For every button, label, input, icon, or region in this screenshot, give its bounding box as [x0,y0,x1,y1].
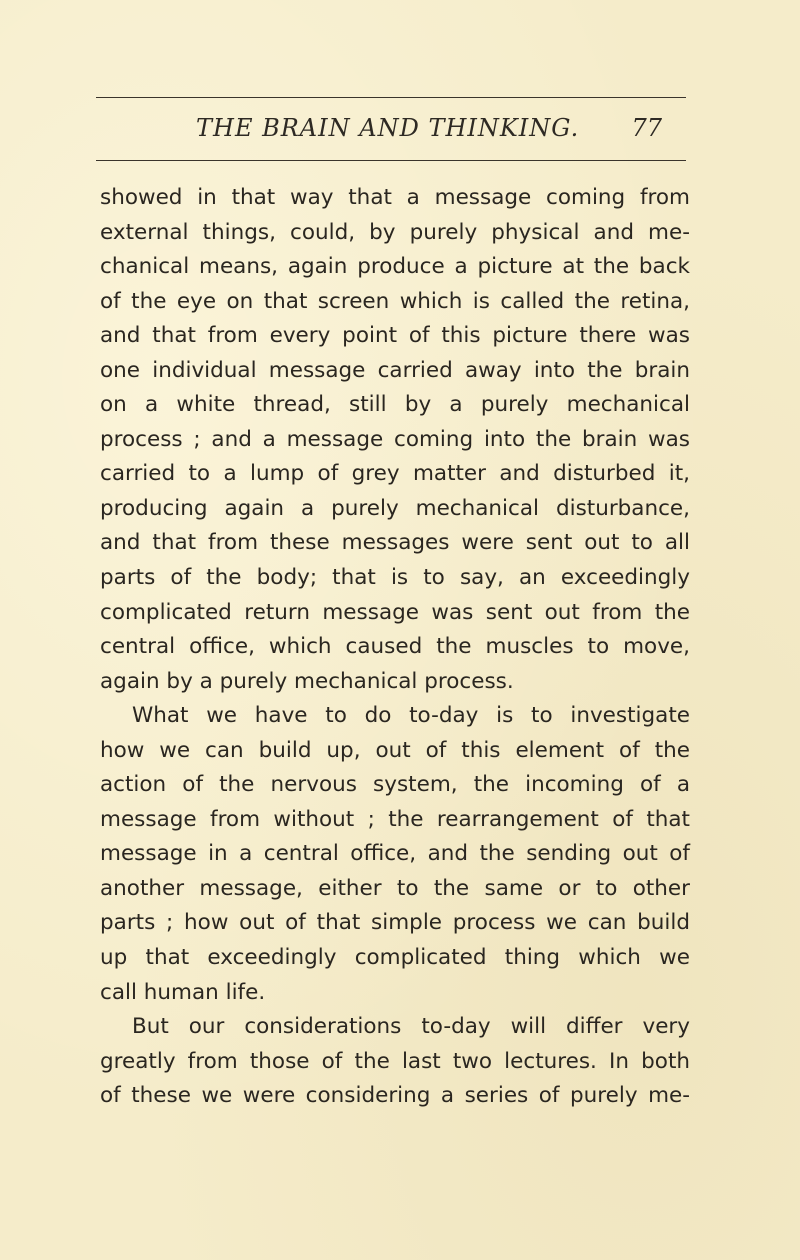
text-line: external things, could, by purely physical and me- [100,219,690,245]
text-line: producing again a purely mechanical disturbance, [100,495,690,521]
header-rule-top [96,97,686,98]
text-line: process ; and a message coming into the brain was [100,426,690,452]
text-line: of these we were considering a series of purely me- [100,1083,690,1109]
text-line: again by a purely mechanical process. [100,668,514,694]
text-line: central office, which caused the muscles to move, [100,634,690,660]
text-line: parts ; how out of that simple process we can build [100,910,690,936]
text-line: up that exceedingly complicated thing which we [100,945,690,971]
running-title: THE BRAIN AND THINKING. [196,114,580,142]
text-line: and that from these messages were sent out to all [100,530,690,556]
running-header [96,112,686,148]
text-line: action of the nervous system, the incoming of a [100,772,690,798]
body-text [100,181,690,1114]
text-line: But our considerations to-day will differ very [132,1014,690,1040]
text-line: message from without ; the rearrangement of that [100,806,690,832]
text-line: parts of the body; that is to say, an exceedingly [100,565,690,591]
text-line: one individual message carried away into the brain [100,357,690,383]
text-line: carried to a lump of grey matter and disturbed it, [100,461,690,487]
text-line: message in a central office, and the sending out of [100,841,690,867]
header-rule-bottom [96,160,686,161]
text-line: What we have to do to-day is to investigate [132,703,690,729]
text-line: and that from every point of this picture there was [100,323,690,349]
text-line: how we can build up, out of this element of the [100,737,690,763]
text-line: another message, either to the same or to other [100,875,690,901]
text-line: complicated return message was sent out from the [100,599,690,625]
text-line: of the eye on that screen which is called the retina, [100,288,690,314]
page-number: 77 [631,114,662,142]
text-line: chanical means, again produce a picture at the back [100,254,690,280]
text-line: showed in that way that a message coming from [100,185,690,210]
text-line: call human life. [100,979,266,1005]
text-line: on a white thread, still by a purely mechanical [100,392,690,418]
text-line: greatly from those of the last two lectures. In both [100,1048,690,1074]
